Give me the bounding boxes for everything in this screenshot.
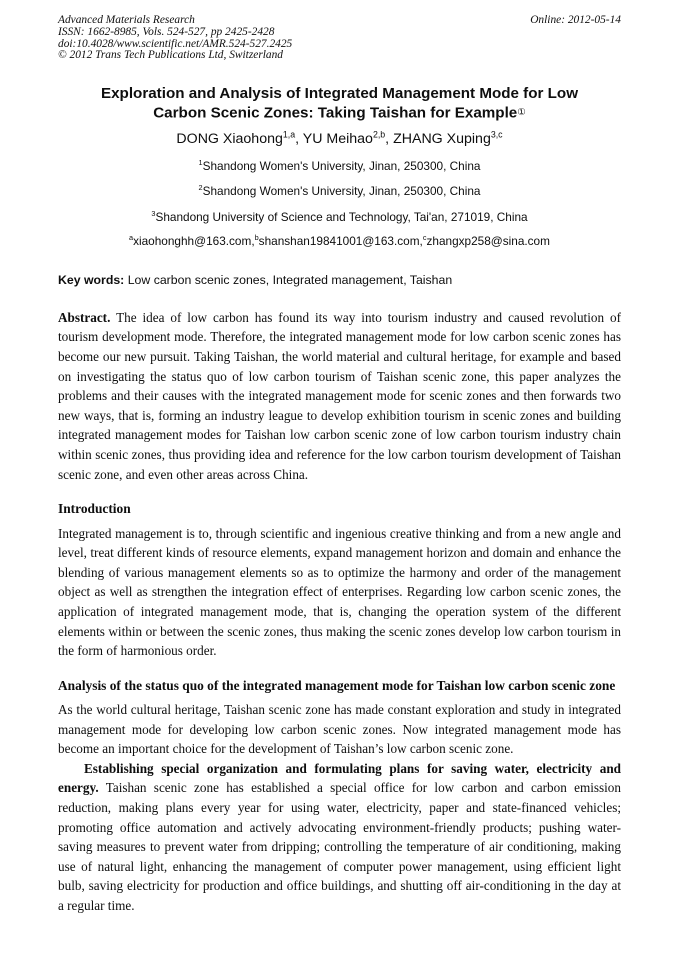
email-address: zhangxp258@sina.com	[426, 233, 550, 248]
introduction-paragraph: Integrated management is to, through scientific and ingenious creative thinking and from a new angle and level, treat different kinds of resource elements, expand management horizon and domain and enhance the blending of various management elements so as to optimize the harmony and order of the management object as well as strengthen the integration effect of enterprises. Regarding low carbon scenic zones, the application of integrated management mode, that is, changing the operation system of the different elements within or between the scenic zones, thus making the scenic zones develop low carbon tourism in the form of harmonious order.	[58, 525, 621, 659]
affiliation-text: Shandong University of Science and Technology, Tai'an, 271019, China	[155, 209, 528, 224]
author-name: YU Meihao	[302, 131, 373, 148]
doi-line: doi:10.4028/www.scientific.net/AMR.524-527.2425	[58, 37, 293, 50]
analysis-paragraph-2-lead: Establishing special organization and formulating plans for saving water, electricity and energy.	[58, 760, 621, 796]
affiliation-line	[58, 157, 621, 173]
analysis-paragraph-2	[58, 759, 621, 916]
title-footnote-marker: ①	[517, 106, 526, 118]
analysis-paragraph-1: As the world cultural heritage, Taishan scenic zone has made constant exploration and study in integrated management mode for developing low carbon scenic zones. Now integrated management mode has become an important choice for the development of Taishan’s low carbon scenic zone.	[58, 702, 621, 757]
abstract-paragraph	[58, 308, 621, 484]
online-date: Online: 2012-05-14	[530, 14, 621, 26]
journal-name: Advanced Materials Research	[58, 14, 195, 26]
author-affiliation-mark: 3,c	[490, 129, 503, 140]
affiliation-line	[58, 185, 621, 198]
email-address: shanshan19841001@163.com,	[258, 233, 423, 248]
keywords-label: Key words:	[58, 272, 125, 287]
email-line	[58, 232, 621, 248]
section-heading-analysis: Analysis of the status quo of the integrated management mode for Taishan low carbon scenic zone	[58, 677, 616, 693]
keywords-text: Low carbon scenic zones, Integrated management, Taishan	[127, 272, 453, 287]
section-heading-introduction: Introduction	[58, 501, 131, 517]
author-affiliation-mark: 1,a	[282, 129, 296, 140]
author-separator: ,	[385, 131, 394, 148]
affiliation-text: Shandong Women's University, Jinan, 250300, China	[202, 184, 481, 199]
affiliation-number: 1	[198, 157, 203, 167]
affiliation-line	[58, 208, 621, 224]
keywords-line	[58, 273, 621, 287]
author-affiliation-mark: 2,b	[372, 129, 386, 140]
email-mark: b	[254, 232, 259, 242]
email-mark: c	[422, 232, 427, 242]
email-mark: a	[129, 232, 134, 242]
article-title	[82, 85, 597, 123]
analysis-paragraph-2-text: Taishan scenic zone has established a special office for low carbon and carbon emission reduction, making plans every year for using water, electricity, paper and state-financed vehicles; promoting office automation and actively advocating environment-friendly products; pushing water-saving measures to prevent water from dripping; controlling the temperature of air conditioning, making use of natural light, enhancing the management of computer power management, using efficient light bulb, saving electricity for production and office buildings, and shutting off air-conditioning in the day at a regular time.	[58, 780, 621, 914]
author-name: DONG Xiaohong	[176, 131, 283, 148]
email-address: xiaohonghh@163.com,	[133, 233, 255, 248]
article-title-text: Exploration and Analysis of Integrated Management Mode for Low Carbon Scenic Zones: Taking Taishan for Example	[100, 85, 579, 122]
issn-line: ISSN: 1662-8985, Vols. 524-527, pp 2425-2428	[58, 25, 275, 38]
affiliation-text: Shandong Women's University, Jinan, 250300, China	[202, 158, 481, 173]
abstract-label: Abstract.	[58, 309, 111, 325]
affiliation-number: 3	[151, 208, 156, 218]
affiliation-number: 2	[198, 183, 203, 193]
journal-header	[58, 15, 621, 62]
author-name: ZHANG Xuping	[393, 131, 491, 148]
author-line	[58, 131, 621, 147]
copyright-line: © 2012 Trans Tech Publications Ltd, Switzerland	[58, 49, 283, 62]
author-separator: ,	[295, 131, 303, 148]
abstract-text: The idea of low carbon has found its way into tourism industry and caused revolution of tourism development mode. Therefore, the integrated management mode for low carbon scenic zones has become our new pursuit. Taking Taishan, the world material and cultural heritage, for example and based on investigating the status quo of low carbon tourism of Taishan scenic zone, this paper analyzes the problems and their causes with the integrated management mode for scenic zones and then forwards two new ways, that is, forming an industry league to develop exhibition tourism in scenic zones and building integrated management modes for Taishan low carbon scenic zone of low carbon tourism industry chain within scenic zones, thus providing idea and reference for the low carbon tourism development of Taishan scenic zone, and even other areas across China.	[58, 309, 621, 482]
